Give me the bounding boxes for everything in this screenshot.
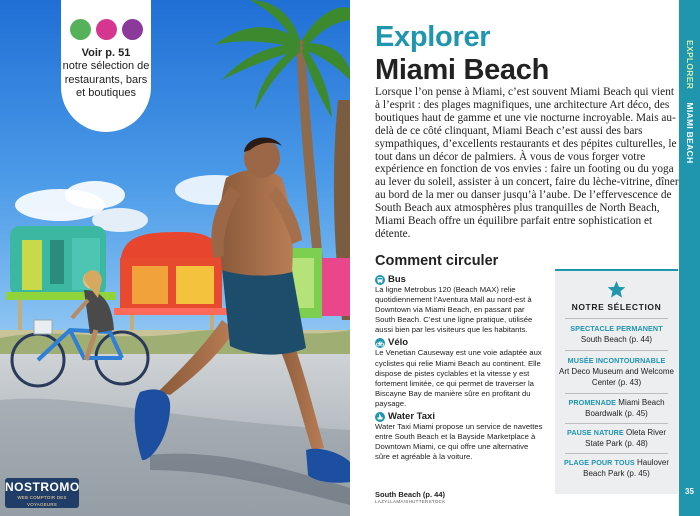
wine-glass-icon: [96, 19, 117, 40]
selection-item: [558, 355, 675, 388]
text-page: [350, 0, 700, 516]
selection-category: PROMENADE: [568, 398, 617, 407]
side-tab-chapter: MIAMI BEACH: [685, 102, 695, 164]
transport-title: Bus: [388, 274, 406, 285]
transport-list: [375, 272, 543, 462]
chapter-side-tab: [679, 0, 700, 516]
transport-bike: [375, 337, 543, 409]
selection-category: PAUSE NATURE: [566, 428, 624, 437]
selection-text: Oleta River State Park (p. 48): [585, 428, 667, 448]
badge-page-ref: Voir p. 51: [81, 47, 131, 59]
transport-bus: [375, 274, 543, 335]
selection-category: SPECTACLE PERMANENT: [570, 324, 663, 333]
divider: [565, 393, 668, 394]
transport-title: Water Taxi: [388, 411, 435, 423]
divider: [565, 423, 668, 424]
side-tab-label: [679, 40, 700, 163]
selection-text: Haulover Beach Park (p. 45): [583, 458, 670, 478]
title-miami-beach: Miami Beach: [375, 54, 549, 86]
intro-paragraph: Lorsque l’on pense à Miami, c’est souvent Miami Beach qui vient à l’esprit : des plages magnifiques, une architecture Art déco, des boutiques haut de gamme et une vie nocturne incroyable. Mais au-delà de ce côté clinquant, Miami Beach c’est aussi des bars sympathiques, d’excellents restaurants et des pépites culturelles, le tout dans un décor de palmiers. À vous de vous forger votre expérience en fonction de vos envies : faire un footing ou du yoga au lever du soleil, assister à un concert, faire du lèche-vitrine, dîner au bord de la mer ou danser jusqu’à l’aube. De l’effervescence de South Beach aux atmosphères plus tranquilles de North Beach, Miami Beach offre un équilibre parfait entre sophistication et détente.: [375, 86, 679, 240]
side-tab-section: EXPLORER: [685, 40, 695, 90]
selection-text: Miami Beach Boardwalk (p. 45): [585, 398, 665, 418]
logo-name: NOSTROMO: [5, 480, 80, 494]
transport-text: Le Venetian Causeway est une voie adaptée aux cyclistes qui relie Miami Beach au continent. Elle dispose de pistes cyclables et la vitesse y est fortement limitée, ce qui permet de traverser la Biscayne Bay de manière sûre en profitant du paysage.: [375, 348, 542, 408]
star-icon: [607, 280, 626, 299]
divider: [565, 318, 668, 319]
getting-around-heading: Comment circuler: [375, 253, 499, 269]
selection-box: [555, 269, 678, 494]
title-explorer: Explorer: [375, 21, 491, 53]
selection-category: PLAGE POUR TOUS: [563, 458, 635, 467]
photo-caption: South Beach (p. 44): [375, 490, 446, 499]
divider: [565, 350, 668, 351]
bus-icon: [375, 275, 385, 285]
selection-text: Art Deco Museum and Welcome Center (p. 43): [558, 367, 674, 387]
page-number: 35: [685, 487, 694, 496]
selection-text: South Beach (p. 44): [580, 335, 653, 344]
shopping-bag-icon: [122, 19, 143, 40]
fork-knife-icon: [70, 19, 91, 40]
restaurants-badge: [61, 0, 151, 132]
boat-icon: [375, 412, 385, 422]
transport-text: Water Taxi Miami propose un service de navettes entre South Beach et la Bayside Marketplace à Downtown Miami, ce qui offre une alternative sûre et agréable à la voiture.: [375, 422, 543, 462]
badge-text: notre sélection de restaurants, bars et boutiques: [62, 60, 150, 99]
divider: [565, 453, 668, 454]
selection-item: [558, 397, 675, 419]
photo-credit: LAZYLLAMA/SHUTTERSTOCK: [375, 499, 446, 504]
transport-text: La ligne Metrobus 120 (Beach MAX) relie quotidiennement l’Aventura Mall au nord-est à Downtown via Miami Beach, en passant par South Beach. C’est une ligne pratique, utilisée aussi bien par les visiteurs que les habitants.: [375, 285, 533, 335]
selection-item: [558, 427, 675, 449]
nostromo-logo: [5, 478, 79, 508]
selection-item: [558, 457, 675, 479]
selection-title: NOTRE SÉLECTION: [571, 302, 662, 312]
selection-category: MUSÉE INCONTOURNABLE: [567, 356, 666, 365]
badge-icons: [61, 19, 151, 40]
selection-item: [558, 323, 675, 345]
logo-tagline: WEB COMPTOIR DES VOYAGEURS: [17, 495, 67, 507]
bicycle-icon: [375, 338, 385, 348]
transport-water-taxi: [375, 411, 543, 462]
transport-title: Vélo: [388, 337, 409, 349]
